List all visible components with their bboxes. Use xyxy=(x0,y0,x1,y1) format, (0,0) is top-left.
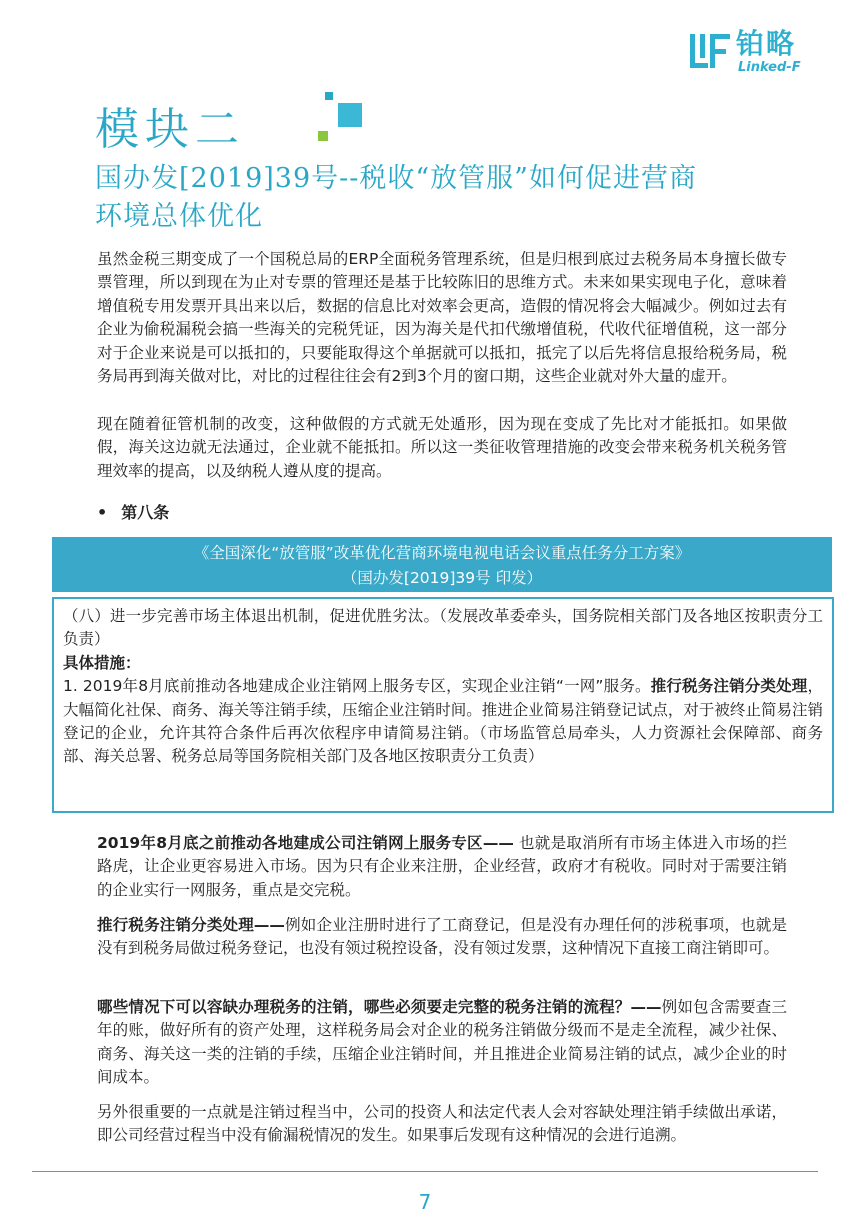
section-subtitle-line1: 国办发[2019]39号--税收“放管服”如何促进营商 xyxy=(95,163,697,194)
measures-label: 具体措施： xyxy=(63,653,141,672)
section-subtitle xyxy=(95,160,795,236)
explain-3 xyxy=(97,996,787,1090)
page-number: 7 xyxy=(418,1190,432,1214)
article-bullet xyxy=(97,500,169,523)
measure-1-part-c: ，大幅简化社保、商务、海关等注销手续，压缩企业注销时间。推进企业简易注销登记试点，对于被终止简易注销登记的企业，允许其符合条件后再次依程序申请简易注销。（市场监管总局牵头，人力资源社会保障部、商务部、海关总署、税务总局等国务院相关部门及各地区按职责分工负责） xyxy=(63,677,823,766)
explain-1-heading: 2019年8月底之前推动各地建成公司注销网上服务专区—— xyxy=(97,834,514,852)
brand-name-en: Linked-F xyxy=(738,60,801,75)
paragraph-2: 现在随着征管机制的改变，这种做假的方式就无处遁形，因为现在变成了先比对才能抵扣。如果做假，海关这边就无法通过，企业就不能抵扣。所以这一类征收管理措施的改变会带来税务机关税务管理效率的提高，以及纳税人遵从度的提高。 xyxy=(97,415,787,480)
explain-1 xyxy=(97,832,787,902)
brand-logo xyxy=(688,28,818,76)
paragraph-1: 虽然金税三期变成了一个国税总局的ERP全面税务管理系统，但是归根到底过去税务局本身擅长做专票管理，所以到现在为止对专票的管理还是基于比较陈旧的思维方式。未来如果实现电子化，意味着增值税专用发票开具出来以后，数据的信息比对效率会更高，造假的情况将会大幅减少。例如过去有企业为偷税漏税会搞一些海关的完税凭证，因为海关是代扣代缴增值税，代收代征增值税，这一部分对于企业来说是可以抵扣的，只要能取得这个单据就可以抵扣，抵完了以后先将信息报给税务局，税务局再到海关做对比，对比的过程往往会有2到3个月的窗口期，这些企业就对外大量的虚开。 xyxy=(97,250,787,386)
explain-2 xyxy=(97,914,787,961)
article-label: 第八条 xyxy=(121,503,170,522)
explain-1-text: 也就是取消所有市场主体进入市场的拦路虎，让企业更容易进入市场。因为只有企业来注册，企业经营，政府才有税收。同时对于需要注销的企业实行一网服务，重点是交完税。 xyxy=(97,834,787,899)
measure-1-highlight: 推行税务注销分类处理 xyxy=(650,677,808,696)
measure-1 xyxy=(63,675,823,769)
brand-name-cn: 铂略 xyxy=(736,27,797,60)
task-intro: （八）进一步完善市场主体退出机制，促进优胜劣汰。（发展改革委牵头，国务院相关部门及各地区按职责分工负责） xyxy=(63,607,823,649)
explain-4: 另外很重要的一点就是注销过程当中，公司的投资人和法定代表人会对容缺处理注销手续做出承诺，即公司经营过程当中没有偷漏税情况的发生。如果事后发现有这种情况的会进行追溯。 xyxy=(97,1103,787,1145)
explain-2-heading: 推行税务注销分类处理—— xyxy=(97,916,285,934)
explain-3-heading: 哪些情况下可以容缺办理税务的注销，哪些必须要走完整的税务注销的流程？—— xyxy=(97,998,662,1016)
explain-2-text: 例如企业注册时进行了工商登记，但是没有办理任何的涉税事项，也就是没有到税务局做过税务登记，也没有领过税控设备，没有领过发票，这种情况下直接工商注销即可。 xyxy=(97,916,787,958)
section-subtitle-line2: 环境总体优化 xyxy=(95,201,263,232)
deco-square-large xyxy=(338,103,362,127)
document-banner xyxy=(52,537,832,592)
module-title: 模块二 xyxy=(95,104,245,155)
deco-square-small xyxy=(325,92,333,100)
explain-3-text: 例如包含需要查三年的账，做好所有的资产处理，这样税务局会对企业的税务注销做分级而不是走全流程，减少社保、商务、海关这一类的注销的手续，压缩企业注销时间，并且推进企业简易注销的试点，减少企业的时间成本。 xyxy=(97,998,787,1087)
footer-divider xyxy=(32,1171,818,1172)
brand-logo-icon xyxy=(688,32,732,70)
task-box xyxy=(52,597,834,813)
banner-title: 《全国深化“放管服”改革优化营商环境电视电话会议重点任务分工方案》 xyxy=(193,544,691,562)
measure-1-part-a: 1. 2019年8月底前推动各地建成企业注销网上服务专区，实现企业注销“一网”服务。 xyxy=(63,677,651,696)
bullet-dot: • xyxy=(97,503,108,522)
banner-subtitle: （国办发[2019]39号 印发） xyxy=(341,569,543,587)
deco-square-green xyxy=(318,131,328,141)
